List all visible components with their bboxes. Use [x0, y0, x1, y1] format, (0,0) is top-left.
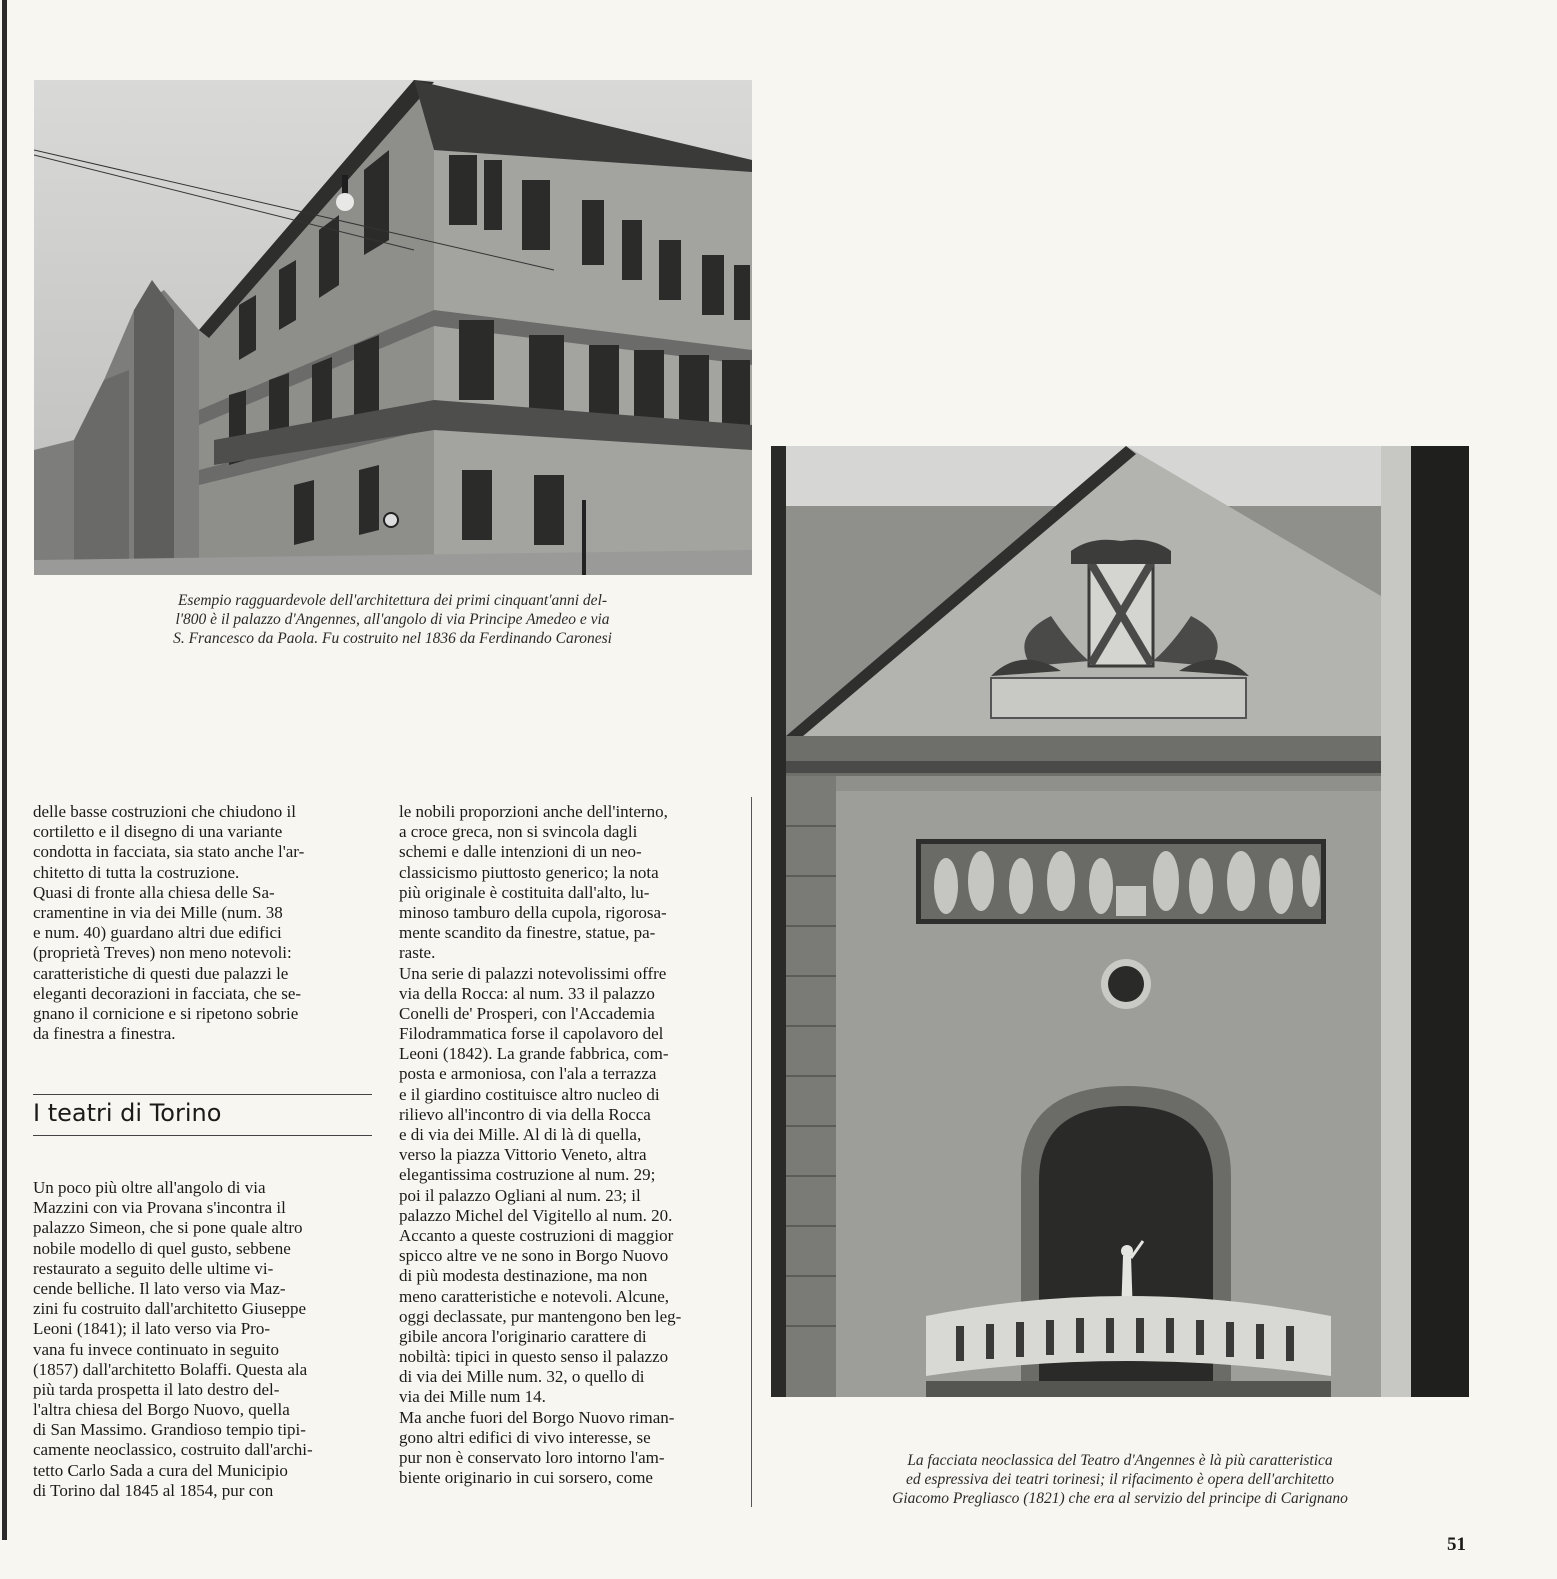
text-line: e il giardino costituisce altro nucleo di	[399, 1084, 660, 1104]
text-line: nobile modello di quel gusto, sebbene	[33, 1238, 291, 1258]
text-line: Filodrammatica forse il capolavoro del	[399, 1024, 664, 1044]
text-line: classicismo piuttosto generico; la nota	[399, 862, 659, 882]
column-divider	[751, 797, 752, 1507]
text-line: zini fu costruito dall'architetto Giuseppe	[33, 1299, 307, 1319]
text-line: più tarda prospetta il lato destro del-	[33, 1379, 280, 1399]
text-line: Leoni (1842). La grande fabbrica, com-	[399, 1044, 669, 1064]
text-line: Una serie di palazzi notevolissimi offre	[399, 963, 667, 983]
text-line: mente scandito da finestre, statue, pa-	[399, 923, 656, 943]
text-line: nobiltà: tipici in questo senso il palazzo	[399, 1347, 669, 1367]
heading-rule-top	[33, 1094, 372, 1095]
text-line: Leoni (1841); il lato verso via Pro-	[33, 1319, 271, 1339]
text-line: elegantissima costruzione al num. 29;	[399, 1165, 656, 1185]
text-line: Ma anche fuori del Borgo Nuovo riman-	[399, 1407, 675, 1427]
text-line: restaurato a seguito delle ultime vi-	[33, 1258, 274, 1278]
text-line: biente originario in cui sorsero, come	[399, 1468, 653, 1488]
text-line: delle basse costruzioni che chiudono il	[33, 802, 296, 821]
text-line: rilievo all'incontro di via della Rocca	[399, 1104, 651, 1124]
text-line: le nobili proporzioni anche dell'interno,	[399, 802, 668, 821]
text-line: cortiletto e il disegno di una variante	[33, 822, 283, 842]
text-line: chitetto di tutta la costruzione.	[33, 862, 240, 882]
text-line: tetto Carlo Sada a cura del Municipio	[33, 1460, 288, 1480]
text-line: Mazzini con via Provana s'incontra il	[33, 1198, 286, 1218]
teatro-angennes-photo	[771, 446, 1469, 1397]
text-line: e num. 40) guardano altri due edifici	[33, 923, 282, 943]
text-line: Quasi di fronte alla chiesa delle Sa-	[33, 882, 275, 902]
right-column-text	[399, 802, 744, 1488]
text-line: l'altra chiesa del Borgo Nuovo, quella	[33, 1400, 290, 1420]
text-line: eleganti decorazioni in facciata, che se-	[33, 983, 302, 1003]
text-line: schemi e dalle intenzioni di un neo-	[399, 842, 642, 862]
text-line: via dei Mille num 14.	[399, 1387, 546, 1407]
text-line: di Torino dal 1845 al 1854, pur con	[33, 1480, 274, 1500]
text-line: posta e armoniosa, con l'ala a terrazza	[399, 1064, 657, 1084]
text-line: pur non è conservato loro intorno l'am-	[399, 1448, 665, 1467]
left-column-top-text	[33, 802, 373, 1044]
text-line: oggi declassate, pur mantengono ben leg-	[399, 1306, 682, 1326]
text-line: Conelli de' Prosperi, con l'Accademia	[399, 1003, 655, 1023]
caption-line: l'800 è il palazzo d'Angennes, all'angolo di via Principe Amedeo e via	[175, 611, 610, 628]
text-line: poi il palazzo Ogliani al num. 23; il	[399, 1185, 641, 1205]
text-line: (proprietà Treves) non meno notevoli:	[33, 943, 292, 963]
text-line: cende belliche. Il lato verso via Maz-	[33, 1278, 286, 1298]
text-line: raste.	[399, 943, 436, 963]
caption-line: Giacomo Pregliasco (1821) che era al servizio del principe di Carignano	[892, 1490, 1348, 1507]
text-line: caratteristiche di questi due palazzi le	[33, 963, 289, 983]
palazzo-photo-caption	[60, 591, 725, 648]
text-line: di San Massimo. Grandioso tempio tipi-	[33, 1420, 306, 1440]
palazzo-angennes-photo	[34, 80, 752, 575]
text-line: di più modesta destinazione, ma non	[399, 1266, 648, 1286]
text-line: condotta in facciata, sia stato anche l'ar-	[33, 842, 305, 862]
text-line: meno caratteristiche e notevoli. Alcune,	[399, 1286, 670, 1306]
caption-line: S. Francesco da Paola. Fu costruito nel 1836 da Ferdinando Caronesi	[173, 630, 612, 647]
text-line: da finestra a finestra.	[33, 1024, 176, 1044]
section-heading: I teatri di Torino	[33, 1099, 222, 1127]
left-column-bottom-text	[33, 1178, 373, 1501]
caption-line: La facciata neoclassica del Teatro d'Angennes è là più caratteristica	[907, 1452, 1333, 1469]
caption-line: ed espressiva dei teatri torinesi; il rifacimento è opera dell'architetto	[906, 1471, 1334, 1488]
text-line: gnano il cornicione e si ripetono sobrie	[33, 1003, 299, 1023]
text-line: minoso tamburo della cupola, rigorosa-	[399, 902, 667, 922]
text-line: e di via dei Mille. Al di là di quella,	[399, 1125, 642, 1144]
text-line: Un poco più oltre all'angolo di via	[33, 1178, 266, 1197]
text-line: gibile ancora l'originario carattere di	[399, 1326, 647, 1346]
page-edge-rule	[2, 0, 7, 1540]
teatro-photo-caption	[775, 1451, 1465, 1508]
text-line: camente neoclassico, costruito dall'archi-	[33, 1440, 313, 1460]
text-line: gono altri edifici di vivo interesse, se	[399, 1427, 651, 1447]
page-number: 51	[1447, 1534, 1466, 1555]
text-line: via della Rocca: al num. 33 il palazzo	[399, 983, 655, 1003]
text-line: palazzo Simeon, che si pone quale altro	[33, 1218, 303, 1238]
text-line: a croce greca, non si svincola dagli	[399, 822, 638, 842]
text-line: verso la piazza Vittorio Veneto, altra	[399, 1145, 647, 1165]
heading-rule-bottom	[33, 1135, 372, 1136]
text-line: (1857) dall'architetto Bolaffi. Questa ala	[33, 1359, 308, 1379]
text-line: palazzo Michel del Vigitello al num. 20.	[399, 1205, 673, 1225]
caption-line: Esempio ragguardevole dell'architettura dei primi cinquant'anni del-	[177, 592, 608, 609]
text-line: più originale è costituita dall'alto, lu-	[399, 882, 650, 902]
text-line: cramentine in via dei Mille (num. 38	[33, 902, 283, 922]
text-line: di via dei Mille num. 32, o quello di	[399, 1367, 645, 1387]
text-line: vana fu invece continuato in seguito	[33, 1339, 279, 1359]
text-line: spicco altre ve ne sono in Borgo Nuovo	[399, 1246, 669, 1266]
text-line: Accanto a queste costruzioni di maggior	[399, 1225, 674, 1245]
